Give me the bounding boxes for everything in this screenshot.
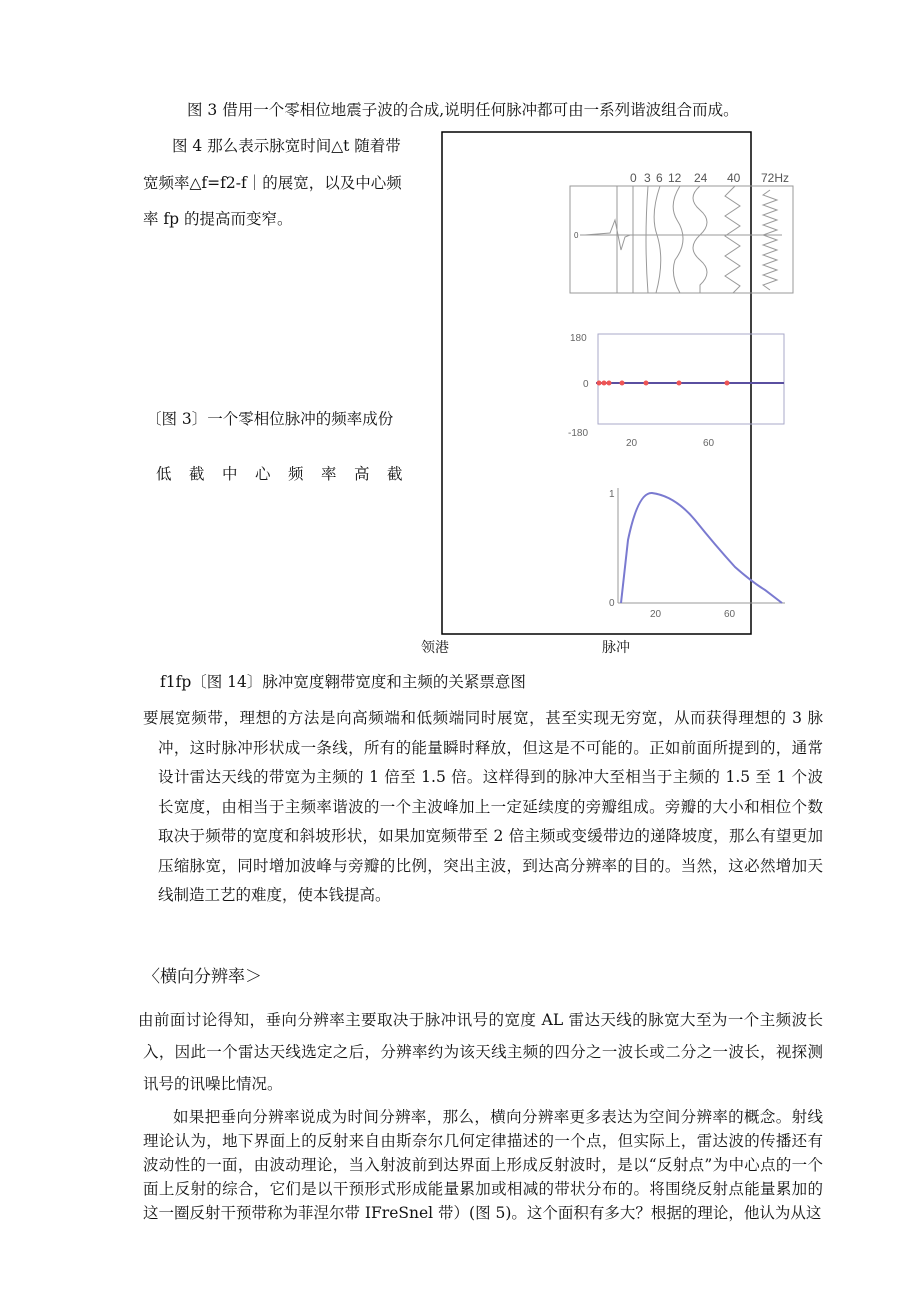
harmonics-panel xyxy=(570,186,793,293)
amp-x-60: 60 xyxy=(724,609,736,620)
phase-y-180: 180 xyxy=(570,333,587,344)
freq-label-3: 3 xyxy=(644,171,651,185)
freq-label-6: 6 xyxy=(656,171,663,185)
freq-label-24: 24 xyxy=(694,171,708,185)
freq-label-12: 12 xyxy=(668,171,682,185)
paragraph-vertical-resolution: 由前面讨论得知，垂向分辨率主要取决于脉冲讯号的宽度 AL 雷达天线的脉宽大至为一个主频波长入，因此一个雷达天线选定之后，分辨率约为该天线主频的四分之一波长或二分之一波长，视探测讯号的讯噪比情况。 xyxy=(138,1011,823,1093)
below-figure-right-label: 脉冲 xyxy=(602,640,630,656)
paragraph-fresnel-zone: 如果把垂向分辨率说成为时间分辨率，那么，横向分辨率更多表达为空间分辨率的概念。射线理论认为，地下界面上的反射来自由斯奈尔几何定律描述的一个点，但实际上，雷达波的传播还有波动性的一面，由波动理论，当入射波前到达界面上形成反射波时，是以“反射点”为中心点的一个面上反射的综合，它们是以干预形式形成能量累加或相减的带状分布的。将围绕反射点能量累加的这一圈反射干预带称为菲涅尔带 IFreSnel 带）(图 5)。这个面积有多大？根据的理论，他认为从这 xyxy=(143,1108,823,1222)
fig3-intro-text: 图 3 借用一个零相位地震子波的合成,说明任何脉冲都可由一系列谐波组合而成。 xyxy=(187,101,739,119)
section-heading-lateral-resolution: 〈横向分辨率＞ xyxy=(143,967,262,987)
harmonics-zero-label: 0 xyxy=(574,231,579,240)
frequency-labels: 低 截 中 心 频 率 高 截 xyxy=(156,465,404,483)
amplitude-panel xyxy=(609,488,785,620)
amp-y-0: 0 xyxy=(609,598,615,609)
fig4-caption: f1fp〔图 14〕脉冲宽度翱带宽度和主频的关紧票意图 xyxy=(160,673,526,691)
phase-y-neg180: -180 xyxy=(568,428,589,439)
paragraph-bandwidth: 要展宽频带，理想的方法是向高频端和低频端同时展宽，甚至实现无穷宽，从而获得理想的 3 脉冲，这时脉冲形状成一条线，所有的能量瞬时释放，但这是不可能的。正如前面所提到的，通常设计雷达天线的带宽为主频的 1 倍至 1.5 倍。这样得到的脉冲大至相当于主频的 1.5 至 1 个波长宽度，由相当于主频率谐波的一个主波峰加上一定延续度的旁瓣组成。旁瓣的大小和相位个数取决于频带的宽度和斜坡形状，如果加宽频带至 2 倍主频或变缓带边的递降坡度，那么有望更加压缩脉宽，同时增加波峰与旁瓣的比例，突出主波，到达高分辨率的目的。当然，这必然增加天线制造工艺的难度，使本钱提高。 xyxy=(143,709,823,904)
phase-y-0: 0 xyxy=(583,379,589,390)
freq-label-0: 0 xyxy=(630,171,637,185)
side-text-line-2: 宽频率△f=f2-f｜的展宽，以及中心频 xyxy=(143,174,402,192)
freq-label-72hz: 72Hz xyxy=(761,171,790,185)
fig3-caption: 〔图 3〕一个零相位脉冲的频率成份 xyxy=(146,410,394,428)
below-figure-left-label: 领港 xyxy=(421,640,449,656)
phase-x-60: 60 xyxy=(703,438,715,449)
phase-x-20: 20 xyxy=(626,438,638,449)
side-text-line-1: 图 4 那么表示脉宽时间△t 随着带 xyxy=(172,137,401,155)
freq-label-40: 40 xyxy=(727,171,741,185)
amp-y-1: 1 xyxy=(609,489,615,500)
side-text-line-3: 率 fp 的提高而变窄。 xyxy=(143,210,293,228)
amp-x-20: 20 xyxy=(650,609,662,620)
